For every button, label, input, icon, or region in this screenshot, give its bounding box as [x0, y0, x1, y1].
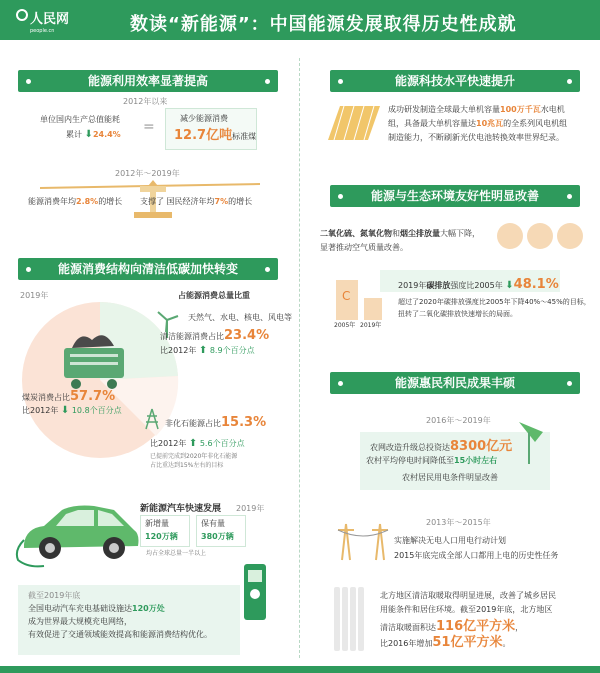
heating-line-1: 北方地区清洁取暖取得明显进展，改善了城乡居民 [380, 591, 556, 600]
intensity-pct: 24.4% [92, 130, 121, 139]
nonfossil-cmp-val: 5.6个百分点 [199, 439, 245, 448]
arrow-up-icon: ⬆ [198, 345, 208, 356]
ev-heading: 新能源汽车快速发展 [140, 504, 222, 514]
nonfossil-share-pct: 15.3% [221, 415, 267, 430]
carbon-line [398, 276, 559, 294]
tech-2b: 10兆瓦 [476, 119, 504, 128]
period-label: 2012年～2019年 [115, 169, 180, 178]
welfare-period-2: 2013年～2015年 [426, 518, 491, 527]
charging-line [28, 603, 165, 614]
energy-intensity-block [18, 110, 138, 148]
power-pylon-icon [336, 520, 392, 562]
eco-line-1 [320, 228, 480, 239]
carbon-label: 碳排放 [426, 281, 451, 290]
carbon-pct: 48.1% [513, 277, 559, 292]
growth-a: 能源消费年均 [28, 197, 76, 206]
charging-pile-icon [242, 562, 268, 622]
clean-cmp-val: 8.9个百分点 [209, 346, 255, 355]
clean-share-pct: 23.4% [224, 328, 270, 343]
ev-note: 均占全球总量一半以上 [146, 550, 207, 557]
factory-icon [557, 223, 583, 249]
welfare-a1 [370, 438, 512, 456]
since-label: 2012年以来 [123, 97, 168, 106]
nonfossil-share-line [165, 414, 266, 432]
arrow-down-icon: ⬇ [505, 280, 514, 291]
heating-increase-value: 51亿平方米 [432, 635, 503, 650]
reduction-unit: 标准煤 [232, 132, 257, 141]
solar-panel-icon [322, 102, 384, 142]
eco-1b: 和 [392, 229, 400, 238]
welfare-b2: 2015年底完成全部人口都用上电的历史性任务 [394, 551, 559, 560]
section-heading-efficiency: 能源利用效率显著提高 [18, 70, 278, 92]
heating-line-2: 用能条件和居住环境。截至2019年底，北方地区 [380, 605, 553, 614]
reduction-value: 12.7亿吨 [174, 128, 233, 143]
power-tower-icon [144, 408, 160, 430]
welfare-a1-value: 8300亿元 [450, 439, 513, 454]
section-heading-tech: 能源科技水平快速提升 [330, 70, 580, 92]
clean-share-line [160, 327, 269, 345]
clean-desc: 天然气、水电、核电、风电等 [188, 313, 292, 322]
carbon-compare: 强度比2005年 [450, 281, 503, 290]
heating-3a: 清洁取暖面积达 [380, 623, 436, 632]
ev-own-label: 保有量 [201, 519, 225, 528]
site-logo[interactable] [30, 8, 69, 34]
nonfossil-cmp-label: 比2012年 [150, 439, 187, 448]
nonfossil-share-label: 非化石能源占比 [165, 419, 221, 428]
pollution-icons [496, 222, 588, 250]
tech-2c: 的全系列风电机组 [503, 119, 568, 128]
charging-desc-1: 成为世界最大规模充电网络， [28, 617, 132, 626]
reduction-label: 减少能源消费 [180, 114, 228, 123]
tech-line-2 [388, 118, 567, 129]
growth-d-pct: 7% [214, 197, 229, 206]
coal-cmp-val: 10.8个百分点 [71, 406, 122, 415]
tech-line-1 [388, 104, 565, 115]
lamp-icon [515, 418, 551, 468]
welfare-a2-label: 农村平均停电时间降低至 [366, 456, 454, 465]
radiator-icon [332, 585, 372, 653]
heating-3b: ， [515, 623, 524, 632]
arrow-down-icon: ⬇ [84, 129, 93, 140]
carbon-y-2019: 2019年 [360, 322, 382, 329]
carbon-year: 2019年 [398, 281, 427, 290]
footer-bar [0, 666, 600, 673]
growth-line [28, 196, 122, 207]
clean-cmp-label: 比2012年 [160, 346, 197, 355]
tech-1b: 100万千瓦 [500, 105, 541, 114]
logo-icon [16, 9, 28, 21]
welfare-a1-label: 农网改造升级总投资达 [370, 443, 450, 452]
carbon-desc-2: 扭转了二氧化碳排放快速增长的局面。 [398, 310, 517, 318]
nonfossil-note-1: 已提前完成到2020年非化石能源 [150, 453, 238, 460]
intensity-value [66, 128, 121, 142]
ev-new-box [140, 515, 190, 547]
intensity-cumulative: 累计 [66, 130, 82, 139]
ev-year: 2019年 [236, 504, 265, 513]
heating-line-4 [380, 634, 510, 652]
tech-1a: 成功研发制造全球最大单机容量 [388, 105, 500, 114]
carbon-bars-icon [332, 276, 388, 322]
logo-text: 人民网 [30, 12, 70, 27]
growth-b: 的增长 [98, 197, 123, 206]
page-title: 数读“新能源”：中国能源发展取得历史性成就 [130, 14, 517, 35]
coal-cmp-line [22, 404, 122, 418]
electric-car-icon [14, 500, 144, 570]
charging-value: 120万处 [132, 604, 165, 613]
ev-new-label: 新增量 [145, 519, 169, 528]
welfare-a2 [366, 455, 497, 466]
reduction-block [165, 108, 257, 150]
growth-c: 支撑了 [140, 197, 164, 206]
header-bar [0, 0, 600, 40]
cloud-icon [497, 223, 523, 249]
growth-a-pct: 2.8% [76, 197, 99, 206]
intensity-label: 单位国内生产总值能耗 [40, 115, 120, 124]
welfare-b1: 实施解决无电人口用电行动计划 [394, 536, 506, 545]
heating-area-value: 116亿平方米 [436, 619, 516, 634]
structure-year: 2019年 [20, 291, 49, 300]
equals-sign: = [143, 119, 155, 135]
clean-cmp-line [160, 344, 255, 358]
growth-line-2 [140, 196, 252, 207]
eco-1d: 大幅下降， [440, 229, 480, 238]
charging-date: 截至2019年底 [28, 591, 81, 600]
nonfossil-note-2: 占比重达到15%左右的目标 [150, 462, 224, 469]
ev-own-box [196, 515, 246, 547]
growth-e: 的增长 [228, 197, 253, 206]
section-heading-structure: 能源消费结构向清洁低碳加快转变 [18, 258, 278, 280]
growth-d: 国民经济年均 [166, 197, 215, 206]
section-heading-ecology: 能源与生态环境友好性明显改善 [330, 185, 580, 207]
eco-1a: 二氧化硫、氮氧化物 [320, 229, 392, 238]
ev-new-value: 120万辆 [145, 532, 178, 541]
section-heading-welfare: 能源惠民利民成果丰硕 [330, 372, 580, 394]
welfare-period-1: 2016年～2019年 [426, 416, 491, 425]
nonfossil-cmp-line [150, 437, 245, 451]
coal-cmp-label: 比2012年 [22, 406, 59, 415]
share-title: 占能源消费总量比重 [178, 291, 250, 300]
carbon-c-glyph: C [342, 289, 351, 303]
welfare-a3: 农村居民用电条件明显改善 [402, 473, 498, 482]
coal-share-pct: 57.7% [70, 389, 116, 404]
carbon-desc-1: 超过了2020年碳排放强度比2005年下降40%～45%的目标， [398, 298, 591, 306]
arrow-down-icon: ⬇ [60, 405, 70, 416]
charging-desc-2: 有效促进了交通领域能效提高和能源消费结构优化。 [28, 630, 212, 639]
mail-icon [527, 223, 553, 249]
tech-2a: 组，具备最大单机容量达 [388, 119, 476, 128]
tech-line-3: 制造能力，不断刷新光伏电池转换效率世界纪录。 [388, 133, 564, 142]
welfare-a2-value: 15小时左右 [454, 456, 498, 465]
charging-label: 全国电动汽车充电基础设施达 [28, 604, 132, 613]
clean-share-label: 清洁能源消费占比 [160, 332, 224, 341]
heating-4a: 比2016年增加 [380, 639, 433, 648]
tech-1c: 水电机 [540, 105, 565, 114]
logo-sub: people.cn [30, 28, 55, 34]
arrow-up-icon: ⬆ [188, 438, 198, 449]
eco-1c: 烟尘排放量 [400, 229, 440, 238]
eco-line-2: 显著推动空气质量改善。 [320, 243, 408, 252]
carbon-y-2005: 2005年 [334, 322, 356, 329]
ev-own-value: 380万辆 [201, 532, 234, 541]
coal-share-label: 煤炭消费占比 [22, 393, 70, 402]
heating-4b: 。 [502, 639, 511, 648]
column-divider [299, 58, 300, 658]
